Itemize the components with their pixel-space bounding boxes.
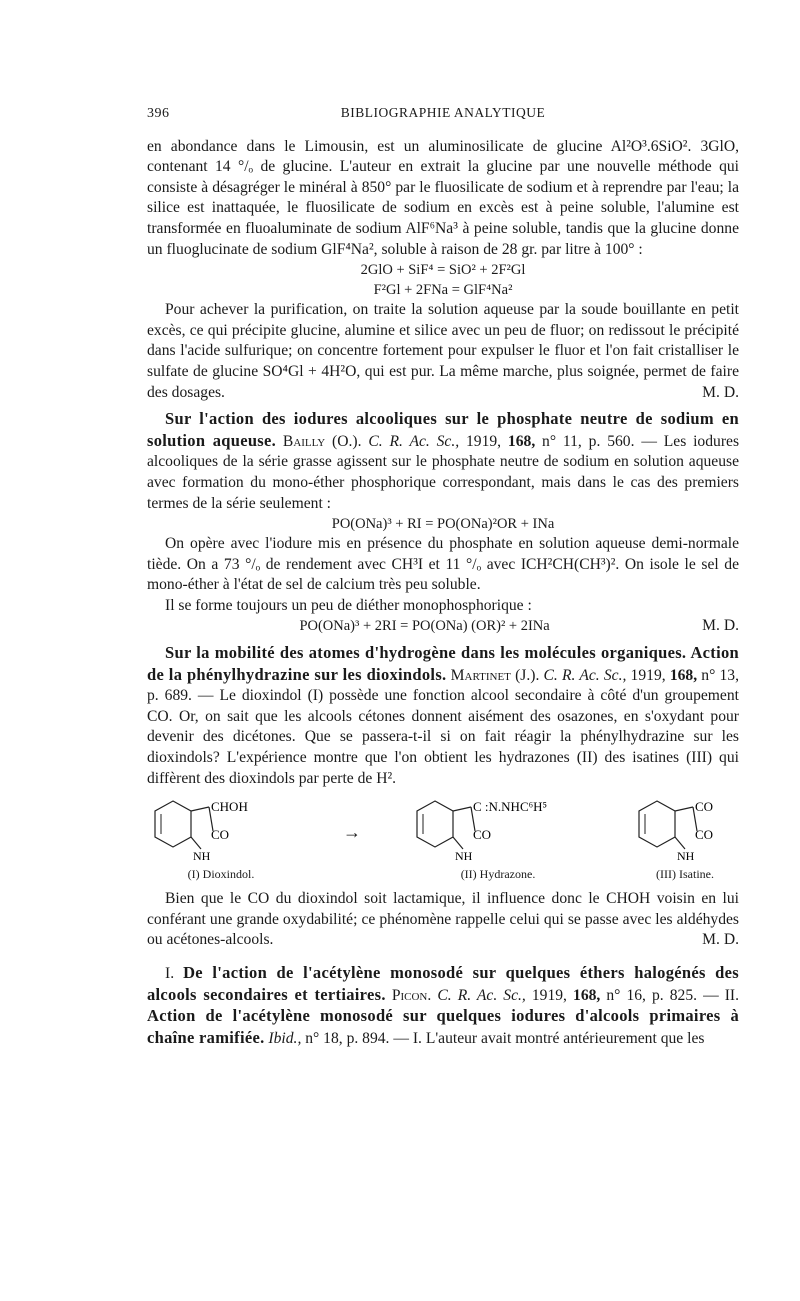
- paragraph-purification-text: Pour achever la purification, on traite la solution aqueuse par la soude bouillante en petit excès, ce qui précipite glucine, alumine et silice avec un peu de fluor; on redissout le précipité dans l'acide sulfurique; on concentre fortement pour expulser le fluor et l'on fait cristalliser le sulfate de glucine SO⁴Gl + 4H²O, qui est pur. La même marche, plus soignée, permet de faire des dosages.: [147, 301, 739, 401]
- paragraph-glucine: en abondance dans le Limousin, est un aluminosilicate de glucine Al²O³.6SiO². 3GlO, contenant 14 °/ₒ de glucine. L'auteur en extrait la glucine par une nouvelle méthode qui consiste à désagréger le minéral à 850° par le fluosilicate de sodium et à reprendre par l'eau; la silice est inattaquée, le fluosilicate de sodium en excès est à peine soluble, l'alumine est transformée en fluoaluminate de sodium AlF⁶Na³ à peine soluble, tandis que la glucine donne un fluoglucinate de sodium GlF⁴Na², soluble à raison de 28 gr. par litre à 100° :: [147, 137, 739, 258]
- paragraph-iodures-2: On opère avec l'iodure mis en présence du phosphate en solution aqueuse demi-normale tiède. On a 73 °/ₒ de rendement avec CH³I et 11 °/ₒ avec ICH²CH(CH³)². On isole le sel de mono-éther à l'état de sel de calcium très peu soluble.: [147, 535, 739, 594]
- page-number: 396: [147, 106, 170, 121]
- paragraph-dioxindols-2-text: Bien que le CO du dioxindol soit lactamique, il influence donc le CHOH voisin en lui conférant une grande oxydabilité; ce phénomène rappelle celui qui se passe avec les aldéhydes ou acétones-alcools.: [147, 890, 739, 949]
- signature-1: M. D.: [702, 383, 739, 401]
- article-acetylene-cite-b: n° 16, p. 825. — II.: [600, 986, 740, 1004]
- signature-3: M. D.: [702, 931, 739, 949]
- dioxindol-caption: (I) Dioxindol.: [187, 867, 255, 882]
- equation-2: F²Gl + 2FNa = GlF⁴Na²: [373, 282, 513, 299]
- article-acetylene-author: Picon.: [391, 986, 432, 1004]
- running-header: [147, 103, 739, 125]
- article-acetylene-volume: 168,: [573, 986, 601, 1004]
- isatine-nh-label: NH: [677, 849, 695, 864]
- article-acetylene-num: I.: [165, 965, 184, 982]
- figure-isatine: [635, 797, 735, 881]
- reaction-arrow: →: [343, 821, 361, 842]
- article-acetylene-title-1: De l'action de l'acétylène monosodé sur quelques éthers halogénés des alcools secondaires et tertiaires.: [147, 963, 739, 1004]
- article-iodures-author: Bailly (O.).: [282, 432, 362, 450]
- article-dioxindols-title: Sur la mobilité des atomes d'hydrogène dans les molécules organiques. Action de la phénylhydrazine sur les dioxindols.: [147, 643, 739, 684]
- article-acetylene-journal: C. R. Ac. Sc.,: [437, 986, 526, 1004]
- hydrazone-top-label: C :N.NHC⁶H⁵: [473, 799, 548, 815]
- article-acetylene-ibid: Ibid.,: [268, 1029, 302, 1047]
- figure-dioxindol: [151, 797, 291, 881]
- hydrazone-caption: (II) Hydrazone.: [460, 867, 536, 882]
- article-iodures-cite-a: 1919,: [459, 432, 508, 450]
- hydrazone-nh-label: NH: [455, 849, 473, 864]
- equation-1: 2GlO + SiF⁴ = SiO² + 2F²Gl: [360, 262, 526, 279]
- hydrazone-mid-label: CO: [473, 827, 492, 843]
- article-iodures-title: Sur l'action des iodures alcooliques sur le phosphate neutre de sodium en solution aqueuse.: [147, 409, 739, 450]
- article-iodures-volume: 168,: [507, 432, 536, 450]
- article-dioxindols-author: Martinet (J.).: [450, 666, 540, 684]
- isatine-structure-diagram: [635, 797, 735, 865]
- running-title: BIBLIOGRAPHIE ANALYTIQUE: [340, 105, 546, 120]
- hydrazone-structure-diagram: [413, 797, 583, 865]
- equation-diether-row: [147, 616, 739, 637]
- isatine-top-label: CO: [695, 799, 714, 815]
- equation-iodures: PO(ONa)³ + RI = PO(ONa)²OR + INa: [331, 516, 555, 533]
- article-dioxindols-cite-a: 1919,: [626, 666, 670, 684]
- article-acetylene-cite-a: 1919,: [525, 986, 574, 1004]
- article-acetylene-body: n° 18, p. 894. — I. L'auteur avait montré antérieurement que les: [301, 1029, 705, 1047]
- dioxindol-structure-diagram: [151, 797, 291, 865]
- article-acetylene: [147, 963, 739, 1049]
- isatine-caption: (III) Isatine.: [656, 867, 714, 882]
- article-dioxindols-body: n° 13, p. 689. — Le dioxindol (I) possède une fonction alcool secondaire à côté d'un groupement CO. Or, on sait que les alcools cétones donnent aisément des osazones, en s'oxydant pour devenir des dicétones. Que se passera-t-il si on fait réagir la phénylhydrazine sur les dioxindols? L'expérience montre que l'on obtient les hydrazones (II) des isatines (III) qui diffèrent des dioxindols par perte de H².: [147, 666, 740, 787]
- page: [147, 103, 739, 1049]
- figure-hydrazone: [413, 797, 583, 881]
- paragraph-iodures-3: Il se forme toujours un peu de diéther monophosphorique :: [165, 596, 532, 614]
- article-acetylene-title-2: Action de l'acétylène monosodé sur quelques iodures d'alcools primaires à chaîne ramifiée.: [147, 1006, 739, 1047]
- equation-diether: PO(ONa)³ + 2RI = PO(ONa) (OR)² + 2INa: [299, 618, 550, 635]
- article-dioxindols-journal: C. R. Ac. Sc.,: [543, 666, 627, 684]
- article-dioxindols: [147, 643, 739, 789]
- dioxindol-mid-label: CO: [211, 827, 230, 843]
- dioxindol-nh-label: NH: [193, 849, 211, 864]
- isatine-mid-label: CO: [695, 827, 714, 843]
- dioxindol-top-label: CHOH: [211, 799, 248, 815]
- article-iodures: [147, 409, 739, 514]
- structure-figures: [151, 797, 735, 881]
- article-dioxindols-volume: 168,: [669, 666, 698, 684]
- paragraph-dioxindols-2: [147, 889, 739, 951]
- article-iodures-journal: C. R. Ac. Sc.,: [368, 432, 460, 450]
- article-iodures-body: n° 11, p. 560. — Les iodures alcooliques de la série grasse agissent sur le phosphate neutre de sodium en solution aqueuse avec formation du mono-éther phosphorique correspondant, mais dans le cas des premiers termes de la série seulement :: [147, 432, 740, 512]
- signature-2: M. D.: [702, 617, 739, 635]
- paragraph-purification: [147, 300, 739, 403]
